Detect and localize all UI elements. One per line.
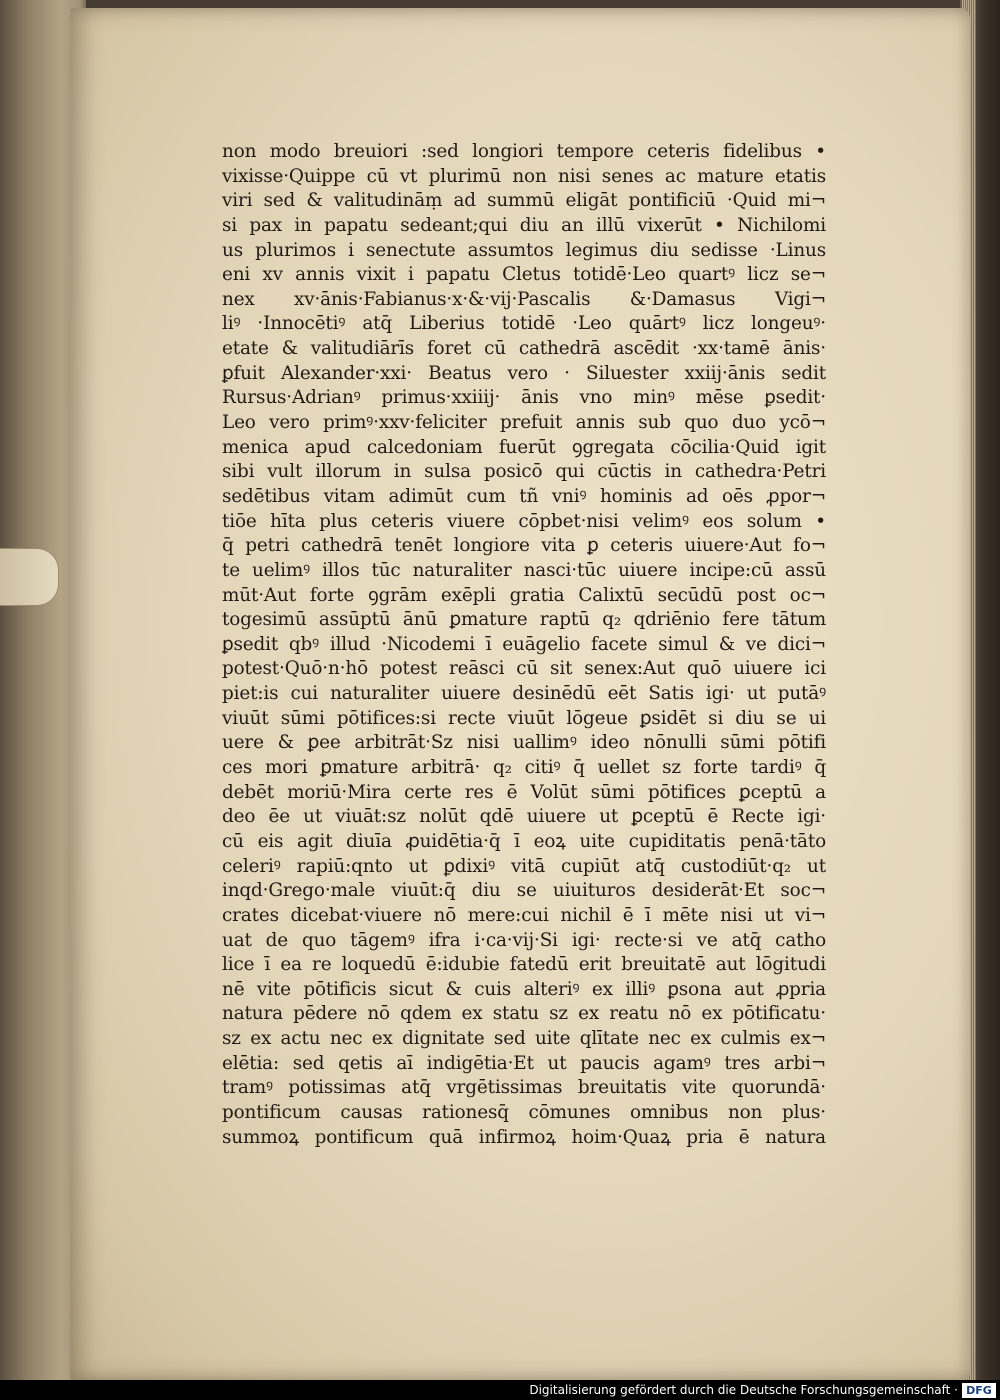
- text-line: tiōe hīta plus ceteris viuere cōpbet·nisi velimꝰ eos solum •: [222, 510, 826, 532]
- text-line: togesimū assūptū ānū ꝑmature raptū q₂ qdriēnio fere tātum: [222, 609, 826, 631]
- text-line: crates dicebat·viuere nō mere:cui nichil ē ī mēte nisi ut vi¬: [222, 904, 826, 926]
- text-line: cū eis agit diuīa ꝓuidētia·q̄ ī eoꝝ uite cupiditatis penā·tāto: [222, 830, 826, 852]
- text-line: Leo vero primꝰ·xxv·feliciter prefuit annis sub quo duo ycō¬: [222, 412, 826, 434]
- text-line: sedētibus vitam adimūt cum tñ vniꝰ hominis ad oēs ꝓpor¬: [222, 485, 826, 507]
- text-line: inqd·Grego·male viuūt:q̄ diu se uiuituros desiderāt·Et soc¬: [222, 880, 826, 902]
- text-line: celeriꝰ rapiū:qnto ut ꝑdixiꝰ vitā cupiūt atq̄ custodiūt·q₂ ut: [222, 855, 826, 877]
- text-line: sz ex actu nec ex dignitate sed uite qlītate nec ex culmis ex¬: [222, 1028, 826, 1050]
- text-line: ces mori ꝑmature arbitrā· q₂ citiꝰ q̄ uellet sz forte tardiꝰ q̄: [222, 757, 826, 779]
- text-line: te uelimꝰ illos tūc naturaliter nasci·tūc uiuere incipe:cū assū: [222, 559, 826, 581]
- text-line: uere & ꝑee arbitrāt·Sz nisi uallimꝰ ideo nōnulli sūmi pōtifi: [222, 732, 826, 754]
- text-line: us plurimos i senectute assumtos legimus diu sedisse ·Linus: [222, 239, 826, 261]
- text-line: etate & valitudiārīs foret cū cathedrā ascēdit ·xx·tamē ānis·: [222, 338, 826, 360]
- text-line: mūt·Aut forte ꝯgrām exēpli gratia Calixtū secūdū post oc¬: [222, 584, 826, 606]
- text-line: debēt moriū·Mira certe res ē Volūt sūmi pōtifices ꝑceptū a: [222, 781, 826, 803]
- text-line: nex xv·ānis·Fabianus·x·&·vij·Pascalis &·Damasus Vigi¬: [222, 288, 826, 310]
- text-line: Rursus·Adrianꝰ primus·xxiiij· ānis vno minꝰ mēse ꝑsedit·: [222, 387, 826, 409]
- text-line: natura pēdere nō qdem ex statu sz ex reatu nō ex pōtificatu·: [222, 1003, 826, 1025]
- text-line: vixisse·Quippe cū vt plurimū non nisi senes ac mature etatis: [222, 165, 826, 187]
- text-line: piet:is cui naturaliter uiuere desinēdū eēt Satis igi· ut putāꝰ: [222, 683, 826, 705]
- text-line: q̄ petri cathedrā tenēt longiore vita ꝑ ceteris uiuere·Aut fo¬: [222, 535, 826, 557]
- text-line: viri sed & valitudināṃ ad summū eligāt pontificiū ·Quid mi¬: [222, 190, 826, 212]
- text-line: summoꝝ pontificum quā infirmoꝝ hoim·Quaꝝ pria ē natura: [222, 1126, 826, 1148]
- text-line: non modo breuiori :sed longiori tempore ceteris fidelibus •: [222, 141, 826, 162]
- text-line: pontificum causas rationesq̄ cōmunes omnibus non plus·: [222, 1101, 826, 1123]
- text-line: potest·Quō·n·hō potest reāsci cū sit senex:Aut quō uiuere ici: [222, 658, 826, 680]
- text-line: eni xv annis vixit i papatu Cletus totidē·Leo quartꝰ licz se¬: [222, 264, 826, 286]
- text-line: lice ī ea re loquedū ē:idubie fatedū erit breuitatē aut lōgitudi: [222, 954, 826, 976]
- text-line: elētia: sed qetis aī indigētia·Et ut paucis agamꝰ tres arbi¬: [222, 1052, 826, 1074]
- text-line: ꝑsedit qbꝰ illud ·Nicodemi ī euāgelio facete simul & ve dici¬: [222, 633, 826, 655]
- text-line: viuūt sūmi pōtifices:si recte viuūt lōgeue ꝑsidēt si diu se ui: [222, 707, 826, 729]
- text-line: menica apud calcedoniam fuerūt ꝯgregata cōcilia·Quid igit: [222, 436, 826, 458]
- text-line: uat de quo tāgemꝰ ifra i·ca·vij·Si igi· recte·si ve atq̄ catho: [222, 929, 826, 951]
- text-line: ꝑfuit Alexander·xxi· Beatus vero · Siluester xxiij·ānis sedit: [222, 362, 826, 384]
- text-line: liꝰ ·Innocētiꝰ atq̄ Liberius totidē ·Leo quārtꝰ licz longeuꝰ·: [222, 313, 826, 335]
- text-line: nē vite pōtificis sicut & cuis alteriꝰ ex illiꝰ ꝑsona aut ꝓpria: [222, 978, 826, 1000]
- text-column: [222, 140, 826, 1150]
- text-line: tramꝰ potissimas atq̄ vrgētissimas breuitatis vite quorundā·: [222, 1077, 826, 1099]
- paper-tab-marker: [0, 548, 59, 606]
- footer-bar: [0, 1380, 1000, 1400]
- text-line: deo ēe ut viuāt:sz nolūt qdē uiuere ut ꝑceptū ē Recte igi·: [222, 806, 826, 828]
- text-line: sibi vult illorum in sulsa posicō qui cūctis in cathedra·Petri: [222, 461, 826, 483]
- dfg-logo: DFG: [962, 1383, 996, 1398]
- text-line: si pax in papatu sedeant;qui diu an illū vixerūt • Nichilomi: [222, 214, 826, 236]
- funding-credit: Digitalisierung gefördert durch die Deutsche Forschungsgemeinschaft ·: [529, 1383, 958, 1397]
